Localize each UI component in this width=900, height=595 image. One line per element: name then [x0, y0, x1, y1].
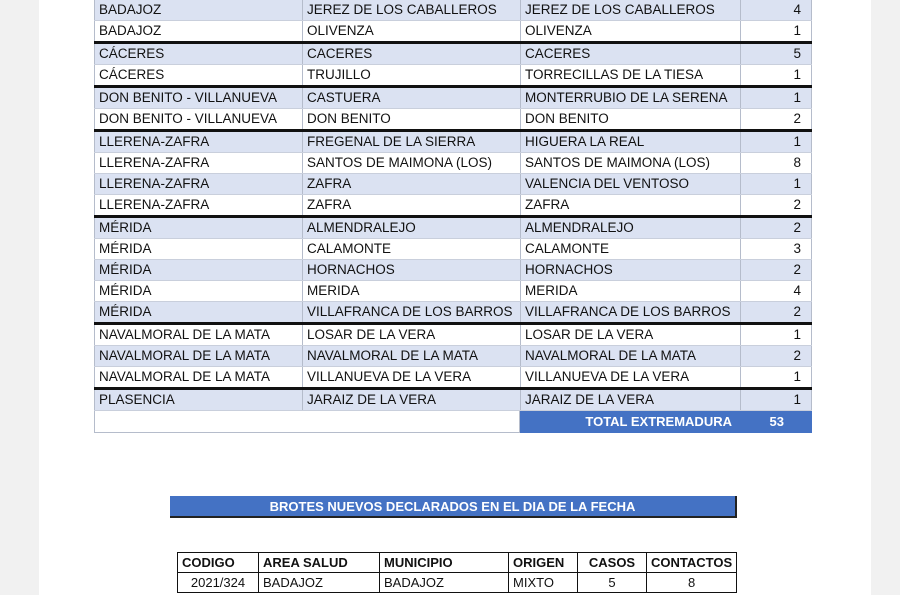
cell-area: NAVALMORAL DE LA MATA — [94, 325, 302, 345]
cell-localidad: MONTERRUBIO DE LA SERENA — [520, 88, 740, 108]
cell-area: NAVALMORAL DE LA MATA — [94, 367, 302, 387]
cell-casos: 2 — [740, 109, 812, 129]
header-origen: ORIGEN — [509, 553, 578, 573]
table-row — [94, 132, 812, 153]
cell-casos: 1 — [740, 21, 812, 41]
table-row — [94, 390, 812, 411]
header-contactos: CONTACTOS — [647, 553, 737, 573]
table-row — [94, 174, 812, 195]
cell-casos: 2 — [740, 346, 812, 366]
table-row — [94, 65, 812, 88]
cell-municipio: JEREZ DE LOS CABALLEROS — [302, 0, 520, 20]
cell-casos: 8 — [740, 153, 812, 173]
cell-area: DON BENITO - VILLANUEVA — [94, 88, 302, 108]
table-row — [94, 218, 812, 239]
table-row — [94, 88, 812, 109]
cell-municipio: CASTUERA — [302, 88, 520, 108]
cell-localidad: ZAFRA — [520, 195, 740, 215]
cell-area: BADAJOZ — [94, 0, 302, 20]
brote-contactos: 8 — [647, 573, 737, 593]
cell-localidad: JEREZ DE LOS CABALLEROS — [520, 0, 740, 20]
cell-localidad: LOSAR DE LA VERA — [520, 325, 740, 345]
cell-area: MÉRIDA — [94, 260, 302, 280]
cell-casos: 1 — [740, 325, 812, 345]
cell-localidad: ALMENDRALEJO — [520, 218, 740, 238]
cell-area: NAVALMORAL DE LA MATA — [94, 346, 302, 366]
header-municipio: MUNICIPIO — [380, 553, 509, 573]
cell-localidad: OLIVENZA — [520, 21, 740, 41]
cell-municipio: MERIDA — [302, 281, 520, 301]
cell-casos: 2 — [740, 195, 812, 215]
table-row — [94, 325, 812, 346]
header-codigo: CODIGO — [178, 553, 259, 573]
cell-municipio: SANTOS DE MAIMONA (LOS) — [302, 153, 520, 173]
cell-municipio: OLIVENZA — [302, 21, 520, 41]
table-row — [94, 260, 812, 281]
cell-municipio: ALMENDRALEJO — [302, 218, 520, 238]
table-row — [94, 281, 812, 302]
cell-municipio: CACERES — [302, 44, 520, 64]
cell-casos: 5 — [740, 44, 812, 64]
cell-area: LLERENA-ZAFRA — [94, 153, 302, 173]
cell-municipio: ZAFRA — [302, 195, 520, 215]
cell-municipio: CALAMONTE — [302, 239, 520, 259]
cell-localidad: CACERES — [520, 44, 740, 64]
cell-area: MÉRIDA — [94, 218, 302, 238]
cell-casos: 1 — [740, 132, 812, 152]
cell-localidad: VALENCIA DEL VENTOSO — [520, 174, 740, 194]
table-row — [94, 21, 812, 44]
cell-casos: 4 — [740, 0, 812, 20]
cell-localidad: VILLANUEVA DE LA VERA — [520, 367, 740, 387]
cell-localidad: HORNACHOS — [520, 260, 740, 280]
cell-casos: 3 — [740, 239, 812, 259]
table-row — [94, 109, 812, 132]
cell-casos: 1 — [740, 88, 812, 108]
cell-municipio: DON BENITO — [302, 109, 520, 129]
brote-codigo: 2021/324 — [178, 573, 259, 593]
cell-localidad: NAVALMORAL DE LA MATA — [520, 346, 740, 366]
cell-area: LLERENA-ZAFRA — [94, 174, 302, 194]
cell-municipio: JARAIZ DE LA VERA — [302, 390, 520, 410]
cell-municipio: VILLAFRANCA DE LOS BARROS — [302, 302, 520, 322]
cell-area: DON BENITO - VILLANUEVA — [94, 109, 302, 129]
cases-table — [94, 0, 812, 433]
cell-municipio: NAVALMORAL DE LA MATA — [302, 346, 520, 366]
cell-casos: 2 — [740, 260, 812, 280]
table-row — [94, 44, 812, 65]
total-value: 53 — [740, 411, 812, 433]
cell-area: LLERENA-ZAFRA — [94, 132, 302, 152]
cell-area: CÁCERES — [94, 65, 302, 85]
cell-area: CÁCERES — [94, 44, 302, 64]
brotes-table — [177, 552, 737, 593]
total-empty-cell — [94, 411, 520, 433]
brotes-header-row — [178, 553, 737, 573]
brote-origen: MIXTO — [509, 573, 578, 593]
cell-area: MÉRIDA — [94, 281, 302, 301]
table-row — [94, 0, 812, 21]
cell-casos: 1 — [740, 65, 812, 85]
cell-area: LLERENA-ZAFRA — [94, 195, 302, 215]
cell-area: MÉRIDA — [94, 302, 302, 322]
table-row — [94, 153, 812, 174]
cell-casos: 1 — [740, 367, 812, 387]
cell-area: BADAJOZ — [94, 21, 302, 41]
cell-localidad: VILLAFRANCA DE LOS BARROS — [520, 302, 740, 322]
cell-casos: 1 — [740, 174, 812, 194]
brotes-row — [178, 573, 737, 593]
cell-localidad: SANTOS DE MAIMONA (LOS) — [520, 153, 740, 173]
table-row — [94, 195, 812, 218]
table-row — [94, 367, 812, 390]
cell-casos: 2 — [740, 218, 812, 238]
total-label: TOTAL EXTREMADURA — [520, 411, 740, 433]
cell-localidad: TORRECILLAS DE LA TIESA — [520, 65, 740, 85]
cell-localidad: DON BENITO — [520, 109, 740, 129]
table-row — [94, 346, 812, 367]
header-area: AREA SALUD — [259, 553, 380, 573]
cell-localidad: MERIDA — [520, 281, 740, 301]
brote-casos: 5 — [578, 573, 647, 593]
cell-municipio: VILLANUEVA DE LA VERA — [302, 367, 520, 387]
brote-area: BADAJOZ — [259, 573, 380, 593]
cell-casos: 2 — [740, 302, 812, 322]
cell-municipio: ZAFRA — [302, 174, 520, 194]
brote-municipio: BADAJOZ — [380, 573, 509, 593]
cell-casos: 1 — [740, 390, 812, 410]
cell-municipio: LOSAR DE LA VERA — [302, 325, 520, 345]
cell-localidad: CALAMONTE — [520, 239, 740, 259]
total-row — [94, 411, 812, 433]
cell-area: PLASENCIA — [94, 390, 302, 410]
cell-localidad: JARAIZ DE LA VERA — [520, 390, 740, 410]
cell-casos: 4 — [740, 281, 812, 301]
brotes-title: BROTES NUEVOS DECLARADOS EN EL DIA DE LA FECHA — [170, 496, 737, 518]
table-row — [94, 302, 812, 325]
table-row — [94, 239, 812, 260]
cell-municipio: FREGENAL DE LA SIERRA — [302, 132, 520, 152]
header-casos: CASOS — [578, 553, 647, 573]
cell-municipio: TRUJILLO — [302, 65, 520, 85]
cell-area: MÉRIDA — [94, 239, 302, 259]
cell-localidad: HIGUERA LA REAL — [520, 132, 740, 152]
cell-municipio: HORNACHOS — [302, 260, 520, 280]
